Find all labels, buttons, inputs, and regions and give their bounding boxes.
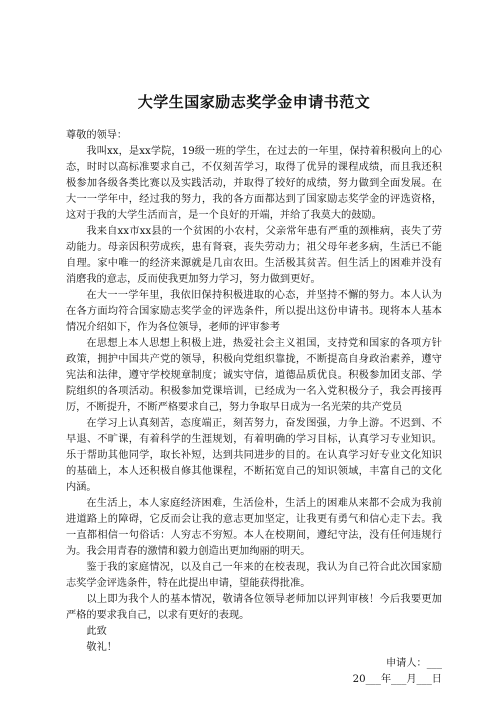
salutation: 尊敬的领导：: [66, 130, 128, 141]
signature-date: 20___年___月___日: [352, 674, 442, 685]
paragraph-request: 鉴于我的家庭情况，以及自己一年来的在校表现，我认为自己符合此次国家励志奖学金评选条件，特在此提出申请，望能获得批准。: [66, 562, 442, 589]
paragraph-study: 在学习上认真刻苦，态度端正，刻苦努力，奋发图强，力争上游。不迟到、不早退、不旷课，有着科学的生涯规划，有着明确的学习目标，认真学习专业知识。乐于帮助其他同学，取长补短，达到共同进步的目的。在认真学习好专业文化知识的基础上，本人还积极自修其他课程，不断拓宽自己的知识领域，丰富自己的文化内涵。: [66, 418, 442, 493]
applicant-signature: 申请人：___: [385, 658, 442, 669]
paragraph-application-reason: 在大一一学年里，我依旧保持积极进取的心态，并坚持不懈的努力。本人认为在各方面均符合国家励志奖学金的评选条件，所以提出这份申请书。现将本人基本情况介绍如下，作为各位领导，老师的评审参考: [66, 290, 442, 333]
paragraph-life: 在生活上，本人家庭经济困难，生活俭朴，生活上的困难从来都不会成为我前进道路上的障碍，它反而会让我的意志更加坚定，让我更有勇气和信心走下去。我一直都相信一句俗话：人穷志不穷短。本人在校期间，遵纪守法，没有任何违规行为。我会用青春的激情和毅力创造出更加绚丽的明天。: [66, 498, 442, 557]
closing-salute: 敬礼！: [86, 642, 117, 653]
paragraph-intro: 我叫xx，是xx学院，19级一班的学生，在过去的一年里，保持着积极向上的心态，时时以高标准要求自己，不仅刻苦学习，取得了优异的课程成绩，而且我还积极参加各级各类比赛以及实践活动，并取得了较好的成绩，努力做到全面发展。在大一一学年中，经过我的努力，我的各方面都达到了国家励志奖学金的评选资格，这对于我的大学生活而言，是一个良好的开端，并给了我莫大的鼓励。: [66, 146, 442, 221]
paragraph-family: 我来自xx市xx县的一个贫困的小农村，父亲常年患有严重的颈椎病，丧失了劳动能力。母亲因积劳成疾，患有肾衰，丧失劳动力；祖父母年老多病，生活已不能自理。家中唯一的经济来源就是几亩农田。生活极其贫苦。但生活上的困难并没有消磨我的意志，反而使我更加努力学习，努力做到更好。: [66, 226, 442, 285]
paragraph-ideology: 在思想上本人思想上积极上进，热爱社会主义祖国，支持党和国家的各项方针政策，拥护中国共产党的领导，积极向党组织靠拢，不断提高自身政治素养，遵守宪法和法律，遵守学校规章制度；诚实守信，道德品质优良。积极参加团支部、学院组织的各项活动。积极参加党课培训，已经成为一名入党积极分子，我会再接再厉，不断提升，不断严格要求自己，努力争取早日成为一名光荣的共产党员: [66, 338, 442, 413]
document-title: 大学生国家励志奖学金申请书范文: [137, 93, 371, 111]
paragraph-conclusion: 以上即为我个人的基本情况，敬请各位领导老师加以评判审核！今后我要更加严格的要求我自己，以求有更好的表现。: [66, 594, 442, 621]
closing-greeting: 此致: [86, 626, 107, 637]
